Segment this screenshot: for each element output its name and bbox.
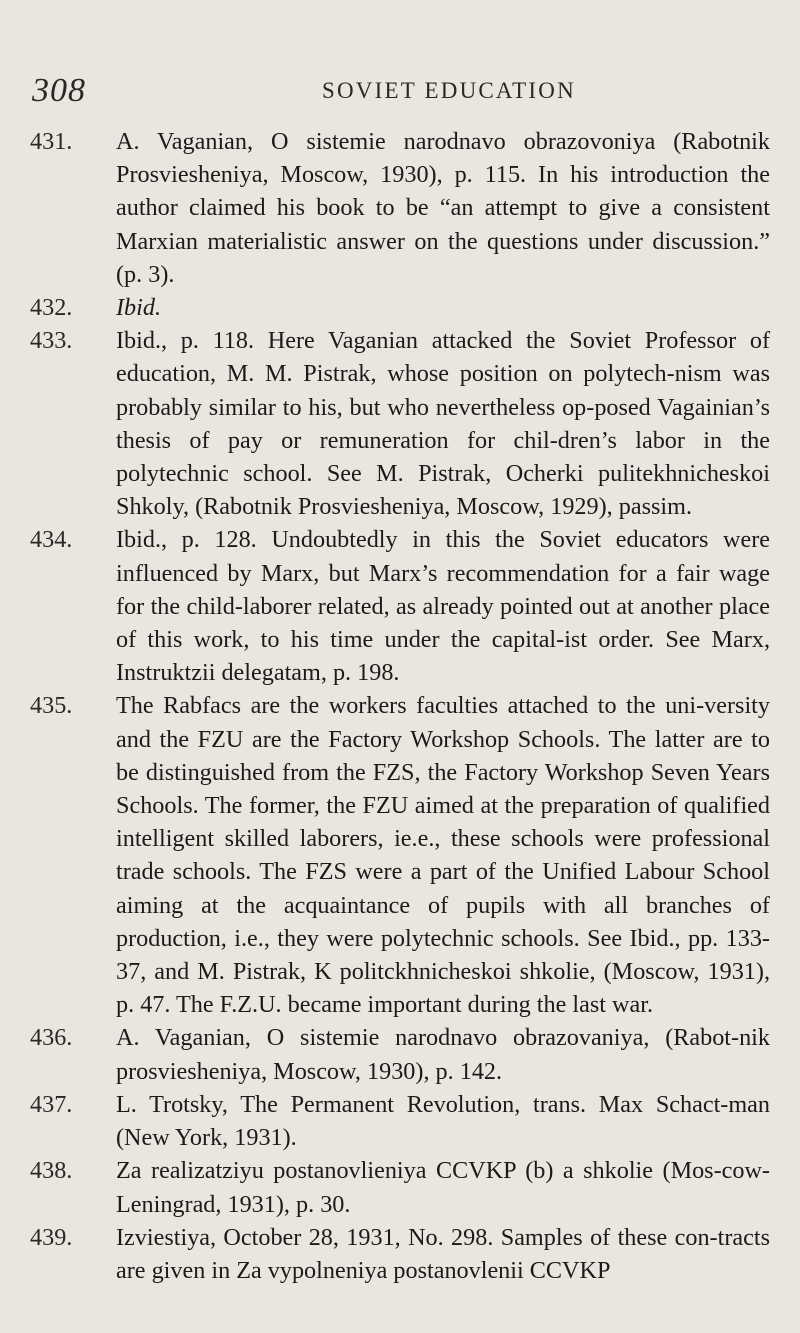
endnote bbox=[30, 1088, 770, 1154]
endnote-number: 432. bbox=[30, 294, 73, 322]
endnote bbox=[30, 1021, 770, 1087]
endnote-text: Ibid. bbox=[116, 294, 162, 322]
endnote bbox=[30, 125, 770, 291]
endnote bbox=[30, 689, 770, 1021]
endnote-text: Ibid., p. 118. Here Vaganian attacked the Soviet Professor of education, M. M. Pistrak, whose position on polytech-nism was probably similar to his, but who nevertheless op-posed Vagainian’s thesis of pay or remuneration for chil-dren’s labor in the polytechnic school. See M. Pistrak, Ocherki pulitekhnicheskoi Shkoly, (Rabotnik Prosviesheniya, Moscow, 1929), passim. bbox=[116, 327, 770, 521]
endnote-text: A. Vaganian, O sistemie narodnavo obrazovoniya (Rabotnik Prosviesheniya, Moscow, 1930), p. 115. In his introduction the author claimed his book to be “an attempt to give a consistent Marxian materialistic answer on the questions under discussion.” (p. 3). bbox=[116, 128, 770, 288]
running-head: SOVIET EDUCATION bbox=[322, 78, 576, 103]
page-number: 308 bbox=[32, 72, 86, 109]
endnote-number: 436. bbox=[30, 1024, 73, 1052]
endnote-number: 434. bbox=[30, 526, 73, 554]
endnote-number: 438. bbox=[30, 1157, 73, 1185]
endnote-number: 431. bbox=[30, 128, 73, 155]
endnote-text: Za realizatziyu postanovlieniya CCVKP (b) a shkolie (Mos-cow-Leningrad, 1931), p. 30. bbox=[116, 1157, 770, 1218]
endnote-text: The Rabfacs are the workers faculties attached to the uni-versity and the FZU are the Factory Workshop Schools. The latter are to be distinguished from the FZS, the Factory Workshop Seven Years Schools. The former, the FZU aimed at the preparation of qualified intelligent skilled laborers, ie.e., these schools were professional trade schools. The FZS were a part of the Unified Labour School aiming at the acquaintance of pupils with all branches of production, i.e., they were polytechnic schools. See Ibid., pp. 133-37, and M. Pistrak, K politckhnicheskoi shkolie, (Moscow, 1931), p. 47. The F.Z.U. became important during the last war. bbox=[116, 692, 770, 1019]
endnote bbox=[30, 291, 770, 324]
endnote-text: A. Vaganian, O sistemie narodnavo obrazovaniya, (Rabot-nik prosviesheniya, Moscow, 1930), p. 142. bbox=[116, 1024, 770, 1085]
endnote bbox=[30, 523, 770, 689]
endnote-number: 439. bbox=[30, 1223, 73, 1251]
endnote-number: 433. bbox=[30, 327, 73, 355]
endnote-text: L. Trotsky, The Permanent Revolution, trans. Max Schact-man (New York, 1931). bbox=[116, 1090, 770, 1152]
page-header bbox=[30, 72, 760, 112]
endnote-number: 437. bbox=[30, 1090, 73, 1118]
endnote-text: Izviestiya, October 28, 1931, No. 298. Samples of these con-tracts are given in Za vypolneniya postanovlenii CCVKP bbox=[116, 1223, 770, 1284]
endnote bbox=[30, 1154, 770, 1220]
endnote-number: 435. bbox=[30, 692, 73, 720]
endnote-text: Ibid., p. 128. Undoubtedly in this the Soviet educators were influenced by Marx, but Marx’s recommendation for a fair wage for the child-laborer related, as already pointed out at another place of this work, to his time under the capital-ist order. See Marx, Instruktzii delegatam, p. 198. bbox=[116, 526, 770, 687]
endnote bbox=[30, 324, 770, 523]
endnotes-list bbox=[30, 125, 770, 1287]
endnote bbox=[30, 1221, 770, 1287]
